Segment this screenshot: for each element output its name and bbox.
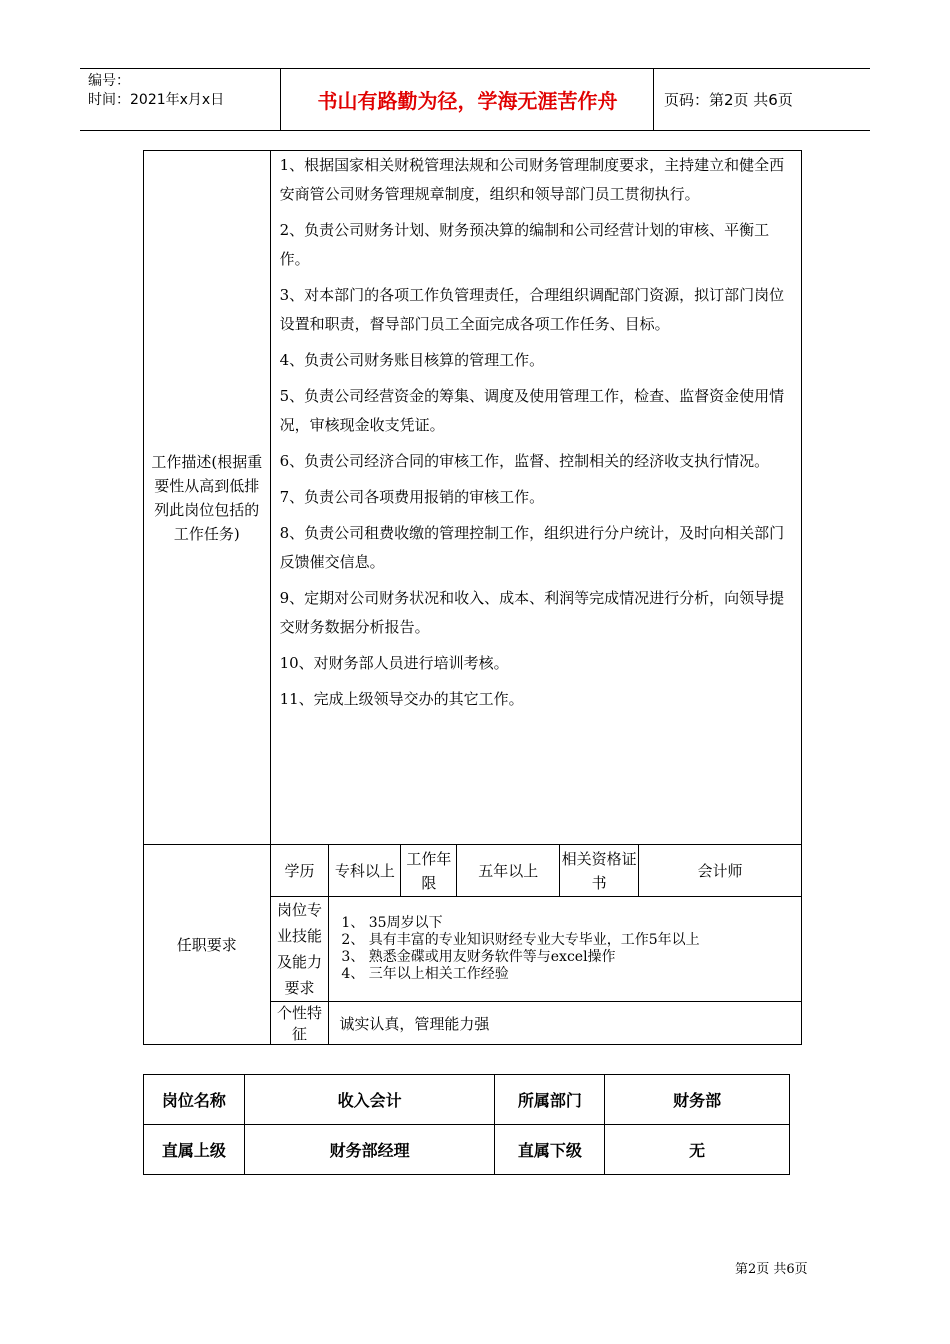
personality-value: 诚实认真，管理能力强	[329, 1002, 802, 1045]
subordinate-label: 直属下级	[495, 1125, 605, 1175]
certificate-label: 相关资格证书	[560, 845, 639, 897]
list-item: 11、完成上级领导交办的其它工作。	[279, 690, 524, 708]
list-item: 2、 具有丰富的专业知识财经专业大专毕业，工作5年以上	[341, 932, 700, 948]
superior-label: 直属上级	[144, 1125, 245, 1175]
list-item: 4、 三年以上相关工作经验	[341, 966, 509, 982]
number-label: 编号：	[88, 73, 130, 89]
list-item: 7、负责公司各项费用报销的审核工作。	[279, 488, 545, 506]
list-item: 1、 35周岁以下	[341, 915, 443, 931]
subordinate-value: 无	[605, 1125, 790, 1175]
education-value: 专科以上	[329, 845, 401, 897]
job-description-list	[270, 151, 801, 845]
position-name-label: 岗位名称	[144, 1075, 245, 1125]
experience-value: 五年以上	[457, 845, 560, 897]
list-item: 10、对财务部人员进行培训考核。	[279, 654, 509, 672]
position-name-value: 收入会计	[244, 1075, 495, 1125]
experience-label: 工作年限	[401, 845, 457, 897]
list-item: 3、 熟悉金碟或用友财务软件等与excel操作	[341, 949, 616, 965]
list-item: 3、对本部门的各项工作负管理责任，合理组织调配部门资源，拟订部门岗位设置和职责，督导部门员工全面完成各项工作任务、目标。	[279, 286, 785, 333]
department-value: 财务部	[605, 1075, 790, 1125]
list-item: 6、负责公司经济合同的审核工作，监督、控制相关的经济收支执行情况。	[279, 452, 770, 470]
time-label: 时间：2021年x月x日	[88, 92, 225, 108]
skills-list	[329, 897, 802, 1002]
page-header	[80, 68, 870, 131]
requirements-label: 任职要求	[144, 845, 271, 1045]
header-motto: 书山有路勤为径，学海无涯苦作舟	[282, 69, 654, 130]
list-item: 2、负责公司财务计划、财务预决算的编制和公司经营计划的审核、平衡工作。	[279, 221, 770, 268]
list-item: 5、负责公司经营资金的筹集、调度及使用管理工作，检查、监督资金使用情况，审核现金收支凭证。	[279, 387, 785, 434]
position-table	[143, 1074, 790, 1175]
certificate-value: 会计师	[639, 845, 802, 897]
department-label: 所属部门	[495, 1075, 605, 1125]
header-page-info: 页码：第2页 共6页	[664, 91, 793, 109]
job-table	[143, 150, 802, 1045]
list-item: 8、负责公司租费收缴的管理控制工作，组织进行分户统计，及时向相关部门反馈催交信息。	[279, 524, 785, 571]
page-footer: 第2页 共6页	[735, 1262, 808, 1277]
personality-label: 个性特征	[270, 1002, 329, 1045]
superior-value: 财务部经理	[244, 1125, 495, 1175]
skills-label: 岗位专业技能及能力要求	[270, 897, 329, 1002]
job-description-label: 工作描述(根据重要性从高到低排列此岗位包括的工作任务)	[144, 151, 271, 845]
list-item: 1、根据国家相关财税管理法规和公司财务管理制度要求，主持建立和健全西安商管公司财务管理规章制度，组织和领导部门员工贯彻执行。	[279, 156, 785, 203]
list-item: 9、定期对公司财务状况和收入、成本、利润等完成情况进行分析，向领导提交财务数据分析报告。	[279, 589, 785, 636]
header-meta	[80, 69, 281, 130]
education-label: 学历	[270, 845, 329, 897]
list-item: 4、负责公司财务账目核算的管理工作。	[279, 351, 545, 369]
